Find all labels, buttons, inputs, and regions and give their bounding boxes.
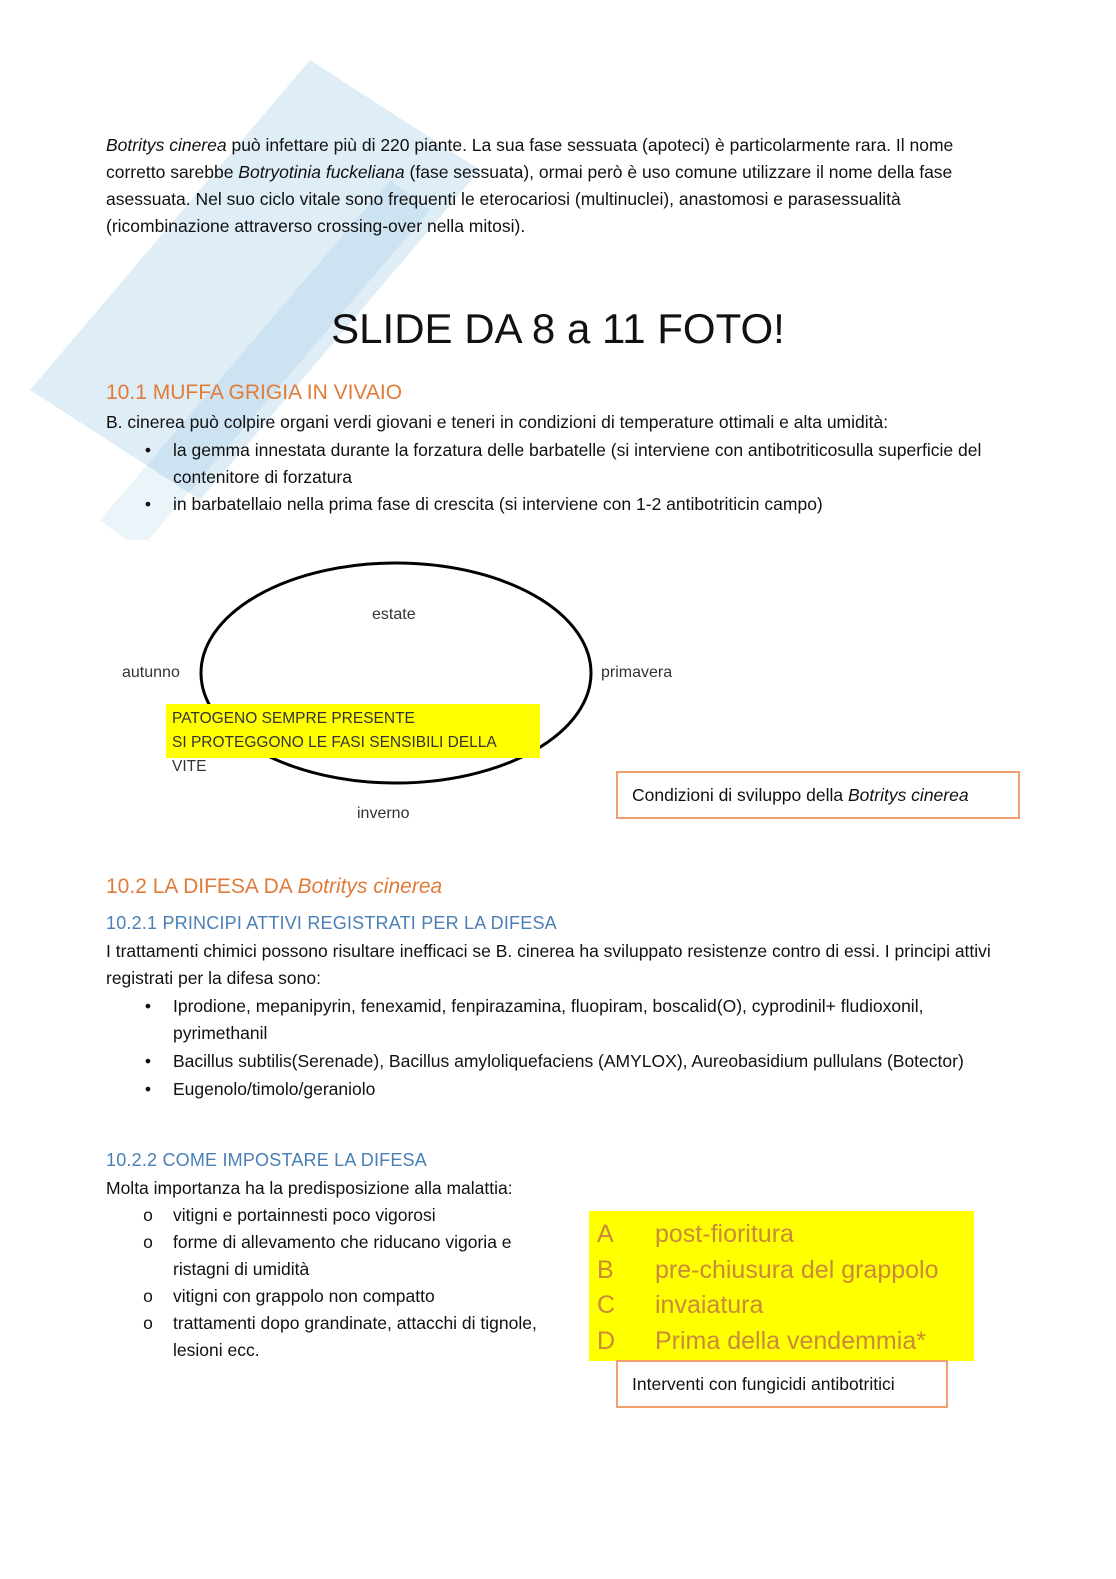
bullet-marker: o — [143, 1313, 153, 1333]
season-right-label: primavera — [601, 664, 673, 681]
predisposition-list — [106, 1202, 561, 1364]
table-row: D Prima della vendemmia* — [597, 1326, 926, 1355]
active-ingredients-list — [106, 993, 1006, 1103]
season-left-label: autunno — [122, 664, 180, 681]
bullet-marker: o — [143, 1205, 153, 1225]
heading-10-2-1: 10.2.1 PRINCIPI ATTIVI REGISTRATI PER LA DIFESA — [106, 913, 557, 933]
species-name: Botritys cinerea — [106, 135, 227, 155]
list-item: • Eugenolo/timolo/geraniolo — [106, 1076, 1006, 1103]
intro-text-1: può infettare più di 220 piante. La sua fase sessuata (apoteci) è particolarmente rara. Il nome corretto sarebbe — [106, 135, 954, 182]
interventions-caption: Interventi con fungicidi antibotritici — [616, 1360, 948, 1408]
section-10-1-list — [106, 437, 1006, 518]
section-10-2-1-text: I trattamenti chimici possono risultare inefficaci se B. cinerea ha sviluppato resistenze contro di essi. I principi attivi registrati per la difesa sono: — [106, 941, 991, 988]
bullet-marker: • — [144, 996, 152, 1016]
bullet-marker: o — [143, 1286, 153, 1306]
season-bottom-label: inverno — [357, 805, 410, 822]
list-item: • Iprodione, mepanipyrin, fenexamid, fenpirazamina, fluopiram, boscalid(O), cyprodinil+ fludioxonil, pyrimethanil — [106, 993, 1006, 1047]
pathogen-note — [166, 704, 540, 775]
section-10-1-text: B. cinerea può colpire organi verdi giovani e teneri in condizioni di temperature ottimali e alta umidità: — [106, 412, 889, 432]
list-item: o vitigni e portainnesti poco vigorosi — [106, 1202, 561, 1229]
table-row: A post-fioritura — [597, 1220, 794, 1248]
heading-10-1: 10.1 MUFFA GRIGIA IN VIVAIO — [106, 381, 403, 404]
season-top-label: estate — [372, 606, 416, 623]
table-row: B pre-chiusura del grappolo — [597, 1255, 939, 1284]
list-item: • in barbatellaio nella prima fase di crescita (si interviene con 1-2 antibotriticin campo) — [106, 491, 1006, 518]
list-item: o trattamenti dopo grandinate, attacchi di tignole, lesioni ecc. — [106, 1310, 561, 1364]
sexual-species-name: Botryotinia fuckeliana — [238, 162, 405, 182]
bullet-marker: • — [144, 1079, 152, 1099]
interventions-table — [589, 1211, 974, 1361]
bullet-marker: • — [144, 1051, 152, 1071]
note-line-1: PATOGENO SEMPRE PRESENTE — [172, 710, 415, 727]
list-item: o vitigni con grappolo non compatto — [106, 1283, 561, 1310]
table-row: C invaiatura — [597, 1291, 764, 1319]
heading-10-2: 10.2 LA DIFESA DA Botritys cinerea — [106, 875, 443, 898]
note-line-2: SI PROTEGGONO LE FASI SENSIBILI DELLA VITE — [172, 734, 496, 775]
bullet-marker: o — [143, 1232, 153, 1252]
bullet-marker: • — [144, 440, 152, 460]
heading-10-2-2: 10.2.2 COME IMPOSTARE LA DIFESA — [106, 1150, 427, 1170]
cycle-caption: Condizioni di sviluppo della Botritys cinerea — [616, 771, 1020, 819]
list-item: • la gemma innestata durante la forzatura delle barbatelle (si interviene con antibotriticosulla superficie del contenitore di forzatura — [106, 437, 1006, 491]
slide-title: SLIDE DA 8 a 11 FOTO! — [331, 305, 785, 352]
section-10-2-2-text: Molta importanza ha la predisposizione alla malattia: — [106, 1178, 513, 1198]
list-item: • Bacillus subtilis(Serenade), Bacillus amyloliquefaciens (AMYLOX), Aureobasidium pullulans (Botector) — [106, 1048, 1006, 1075]
intro-text-2: (fase sessuata), ormai però è uso comune utilizzare il nome della fase asessuata. Nel suo ciclo vitale sono frequenti le eterocariosi (multinuclei), anastomosi e parasessualità (ricombinazione attraverso crossing-over nella mitosi). — [106, 162, 953, 236]
intro-paragraph — [106, 132, 1006, 240]
bullet-marker: • — [144, 494, 152, 514]
list-item: o forme di allevamento che riducano vigoria e ristagni di umidità — [106, 1229, 561, 1283]
